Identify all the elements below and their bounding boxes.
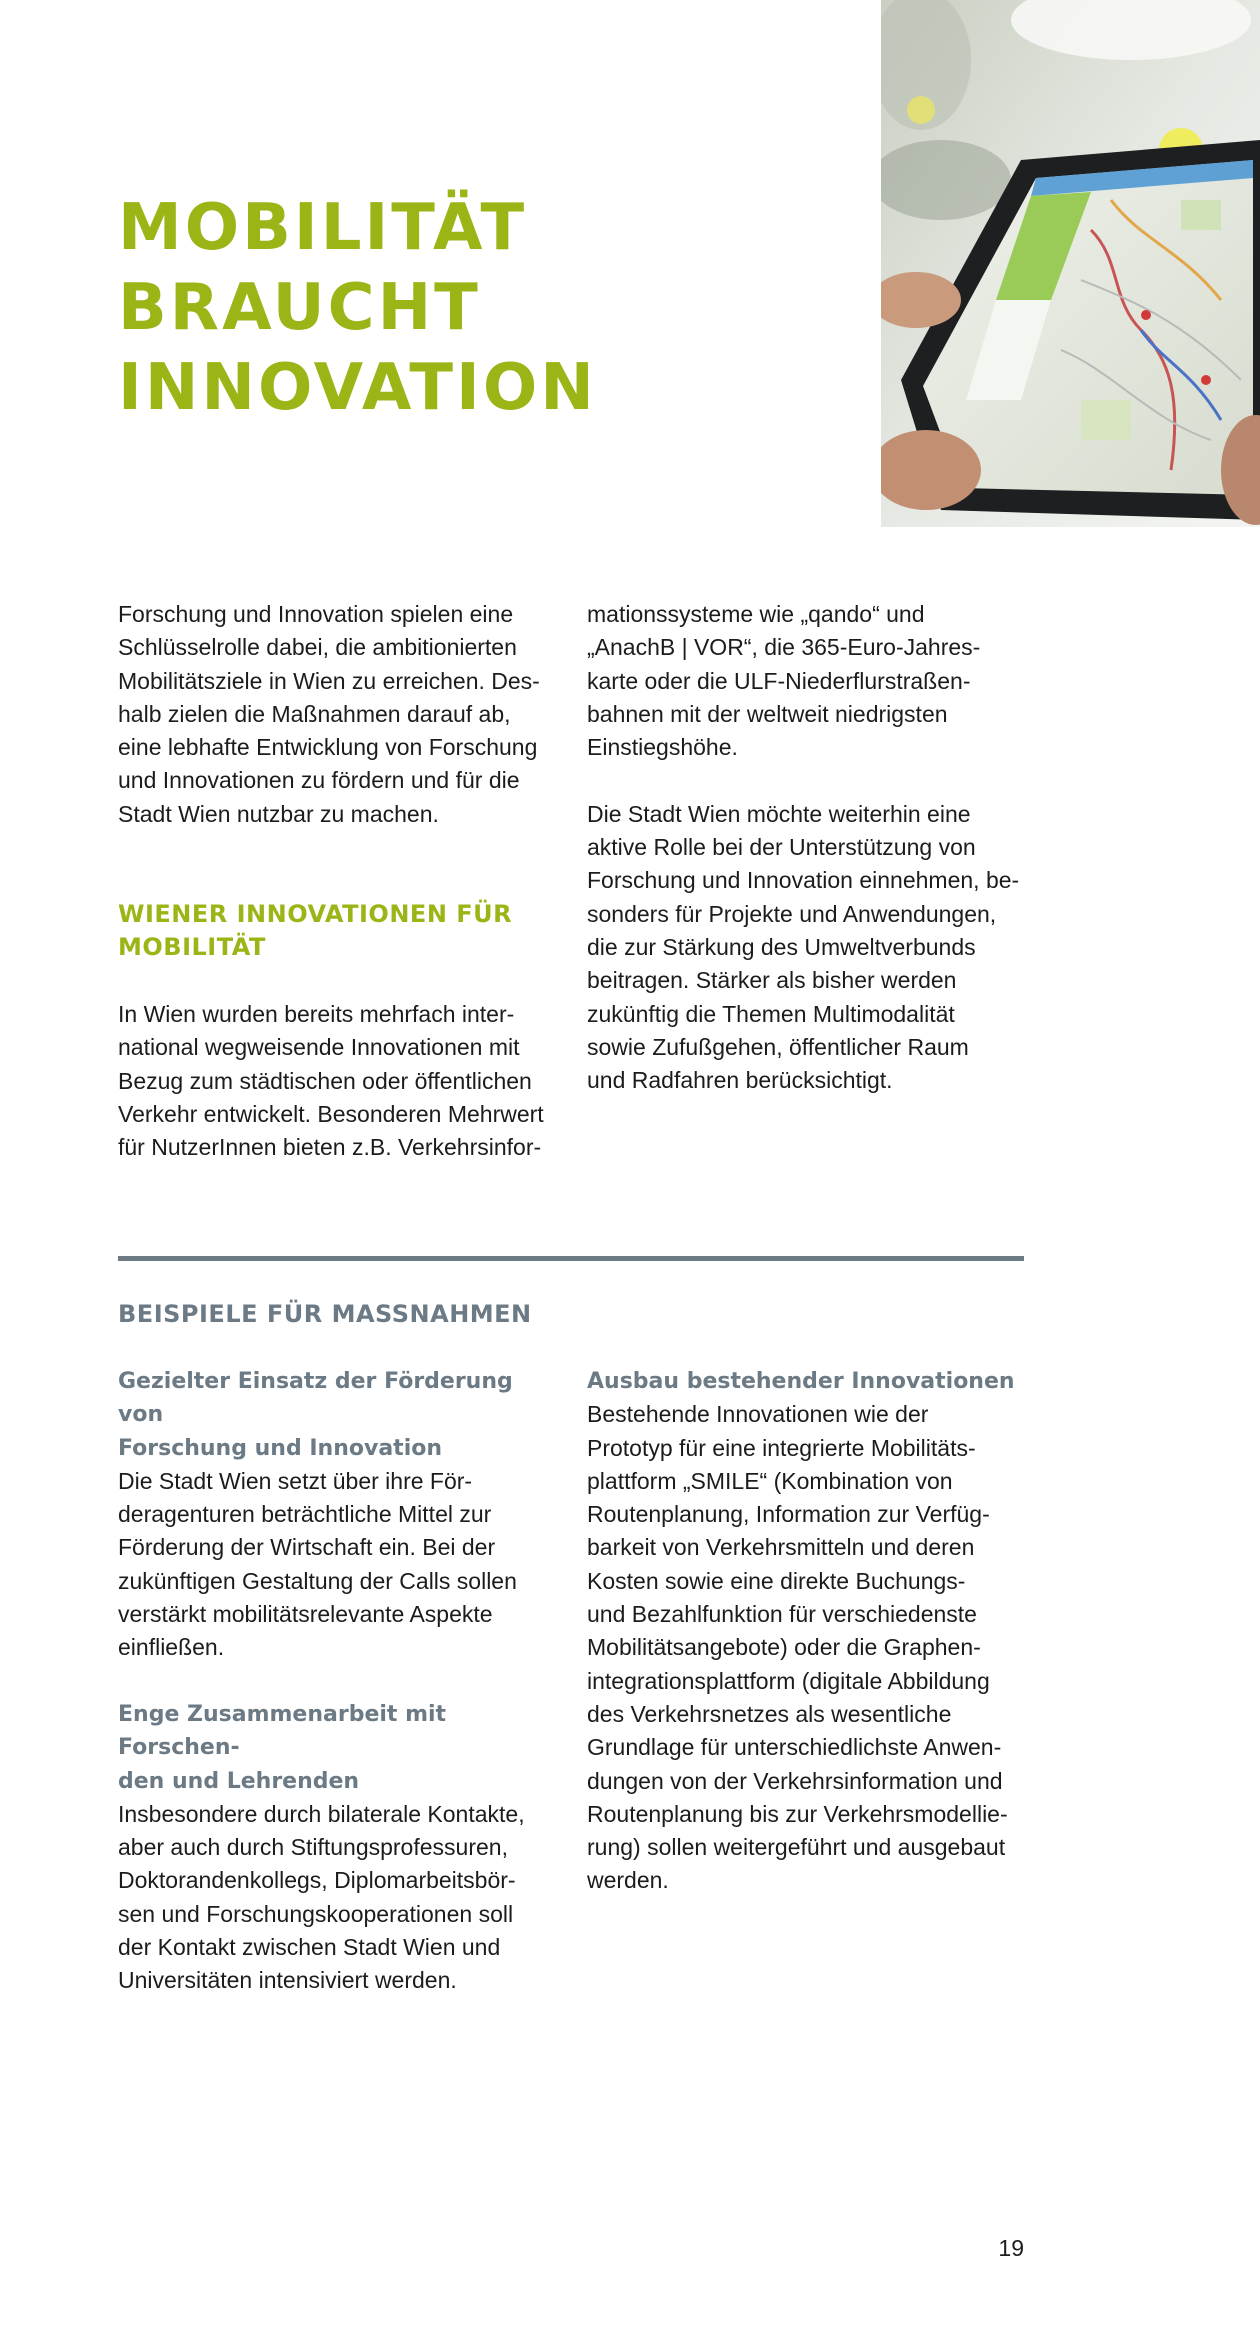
text-line: dungen von der Verkehrsinformation und [587,1767,1003,1794]
text-line: bahnen mit der weltweit niedrigsten [587,700,948,727]
section-heading-innovations [118,898,512,964]
text-line: verstärkt mobilitätsrelevante Aspekte [118,1601,493,1628]
text-line: national wegweisende Innovationen mit [118,1034,520,1061]
text-line: für NutzerInnen bieten z.B. Verkehrsinfor- [118,1134,542,1161]
heading-line: MOBILITÄT [118,933,266,961]
text-line: barkeit von Verkehrsmitteln und deren [587,1534,975,1561]
text-line: sen und Forschungskooperationen soll [118,1900,514,1927]
text-line: plattform „SMILE“ (Kombination von [587,1467,953,1494]
text-line: Forschung und Innovation einnehmen, be- [587,867,1020,894]
text-line: Bezug zum städtischen oder öffentlichen [118,1067,532,1094]
text-line: mationssysteme wie „qando“ und [587,601,925,627]
text-line: sowie Zufußgehen, öffentlicher Raum [587,1033,969,1060]
text-line: Insbesondere durch bilaterale Kontakte, [118,1800,525,1827]
text-line: Routenplanung bis zur Verkehrsmodellie- [587,1800,1008,1827]
text-line: halb zielen die Maßnahmen darauf ab, [118,700,511,727]
examples-left-column [118,1365,563,1998]
text-line: einfließen. [118,1634,225,1661]
title-line-3: INNOVATION [118,351,597,425]
block-title: Ausbau bestehender Innovationen [587,1369,1015,1394]
text-line: Die Stadt Wien möchte weiterhin eine [587,800,971,827]
text-line: die zur Stärkung des Umweltverbunds [587,933,976,960]
text-line: Verkehr entwickelt. Besonderen Mehrwert [118,1100,544,1127]
title-line-1: MOBILITÄT [118,191,528,265]
text-line: zukünftig die Themen Multimodalität [587,1000,955,1027]
block-title: den und Lehrenden [118,1768,360,1794]
text-line: beitragen. Stärker als bisher werden [587,967,957,994]
text-line: karte oder die ULF-Niederflurstraßen- [587,667,971,694]
page-number: 19 [998,2235,1024,2261]
text-line: aktive Rolle bei der Unterstützung von [587,834,976,861]
text-line: deragenturen beträchtliche Mittel zur [118,1501,492,1528]
text-line: Mobilitätsziele in Wien zu erreichen. Des- [118,667,540,694]
text-line: Forschung und Innovation spielen eine [118,601,514,627]
text-line: und Bezahlfunktion für verschiedenste [587,1601,977,1628]
text-line: Stadt Wien nutzbar zu machen. [118,800,439,827]
text-line: Mobilitätsangebote) oder die Graphen- [587,1634,981,1661]
text-line: werden. [587,1867,669,1894]
text-line: sonders für Projekte und Anwendungen, [587,900,997,927]
text-line: Die Stadt Wien setzt über ihre För- [118,1467,473,1494]
text-line: Schlüsselrolle dabei, die ambitionierten [118,634,517,661]
block-title: Gezielter Einsatz der Förderung von [118,1369,513,1428]
examples-right-column [587,1365,1037,1898]
block-title: Forschung und Innovation [118,1435,443,1461]
title-line-2: BRAUCHT [118,271,481,345]
text-line: eine lebhafte Entwicklung von Forschung [118,734,538,761]
text-line: des Verkehrsnetzes als wesentliche [587,1700,952,1727]
text-line: und Radfahren berücksichtigt. [587,1067,893,1094]
text-line: integrationsplattform (digitale Abbildung [587,1667,990,1694]
text-line: Förderung der Wirtschaft ein. Bei der [118,1534,496,1561]
text-line: der Kontakt zwischen Stadt Wien und [118,1934,501,1961]
text-line: zukünftigen Gestaltung der Calls sollen [118,1567,517,1594]
block-title: Enge Zusammenarbeit mit Forschen- [118,1701,447,1761]
text-line: In Wien wurden bereits mehrfach inter- [118,1001,515,1027]
text-line: Doktorandenkollegs, Diplomarbeitsbör- [118,1867,516,1894]
heading-line: WIENER INNOVATIONEN FÜR [118,900,513,928]
text-line: „AnachB | VOR“, die 365-Euro-Jahres- [587,634,981,661]
intro-paragraph [118,598,563,831]
innovations-paragraph [118,998,563,1164]
text-line: und Innovationen zu fördern und für die [118,767,520,794]
page-title [118,188,597,428]
text-line: Routenplanung, Information zur Verfüg- [587,1501,990,1528]
tablet-map-photo [881,0,1260,527]
text-line: Kosten sowie eine direkte Buchungs- [587,1567,966,1594]
text-line: Bestehende Innovationen wie der [587,1401,929,1428]
section-heading-examples: BEISPIELE FÜR MASSNAHMEN [118,1300,532,1328]
text-line: Prototyp für eine integrierte Mobilitäts- [587,1434,976,1461]
text-line: rung) sollen weitergeführt und ausgebaut [587,1834,1006,1861]
text-line: Einstiegshöhe. [587,734,738,761]
text-line: Universitäten intensiviert werden. [118,1967,457,1994]
text-line: Grundlage für unterschiedlichste Anwen- [587,1734,1002,1761]
section-divider [118,1256,1024,1261]
text-line: aber auch durch Stiftungsprofessuren, [118,1834,508,1861]
intro-right-column [587,598,1037,1097]
